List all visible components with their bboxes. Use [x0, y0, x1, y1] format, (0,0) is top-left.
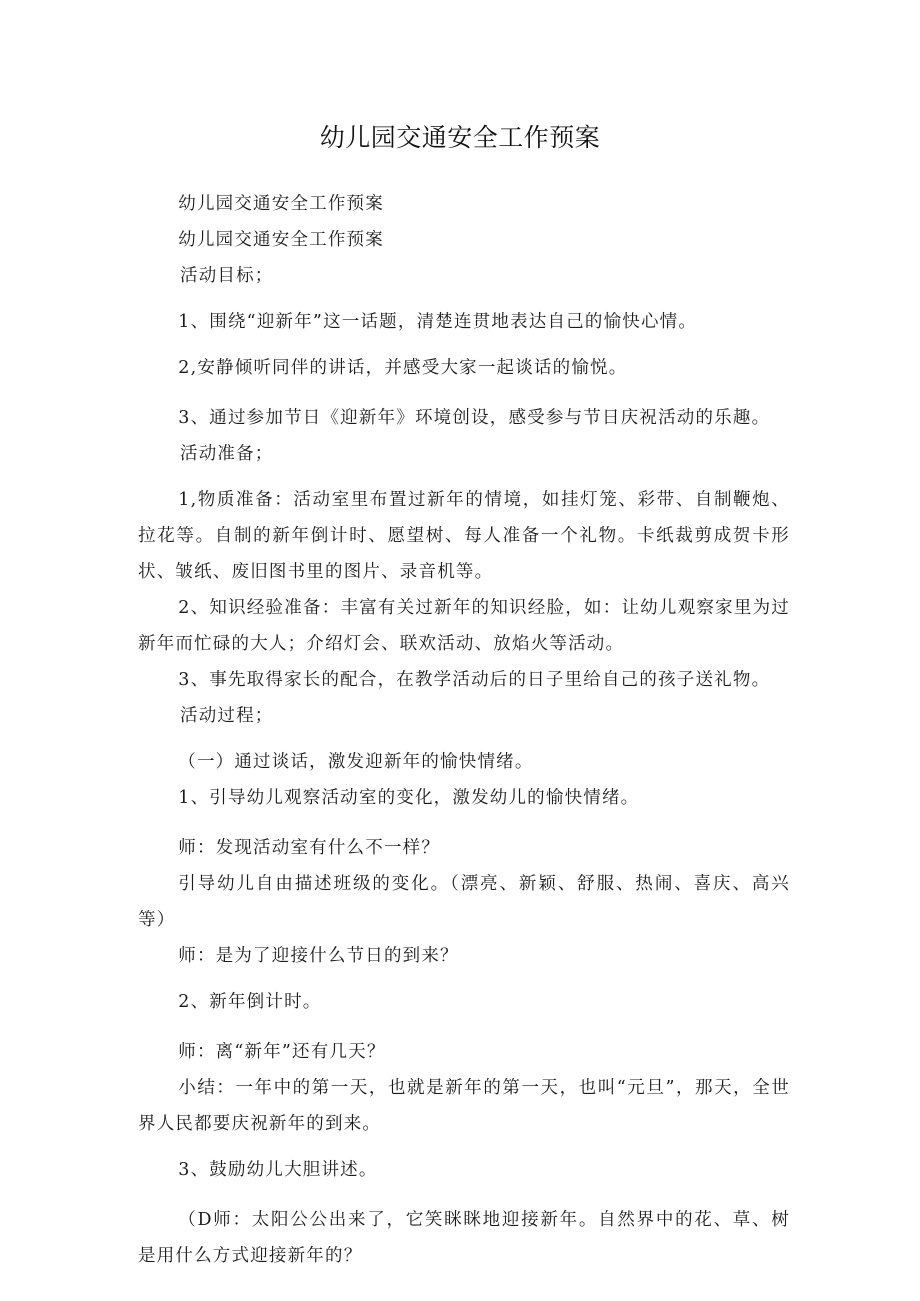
paragraph: 1、引导幼儿观察活动室的变化，激发幼儿的愉快情绪。	[178, 788, 640, 808]
paragraph: 1、围绕“迎新年”这一话题，清楚连贯地表达自己的愉快心情。	[178, 312, 698, 332]
paragraph: 2、新年倒计时。	[178, 992, 322, 1012]
paragraph: 3、通过参加节日《迎新年》环境创设，感受参与节日庆祝活动的乐趣。	[178, 408, 771, 428]
paragraph: 3、鼓励幼儿大胆讲述。	[178, 1160, 378, 1180]
paragraph: 师：是为了迎接什么节日的到来？	[178, 946, 459, 966]
paragraph: 幼儿园交通安全工作预案	[178, 230, 384, 250]
paragraph: 3、事先取得家长的配合，在教学活动后的日子里给自己的孩子送礼物。	[178, 670, 771, 690]
document-body	[138, 186, 790, 1274]
paragraph: 师：离“新年”还有几天？	[178, 1042, 386, 1062]
paragraph: 2、知识经验准备：丰富有关过新年的知识经脸，如：让幼儿观察家里为过新年而忙碌的大人；介绍灯会、联欢活动、放焰火等活动。	[138, 598, 790, 654]
paragraph: （一）通过谈话，激发迎新年的愉快情绪。	[178, 752, 534, 772]
document-title: 幼儿园交通安全工作预案	[319, 123, 601, 152]
paragraph: 引导幼儿自由描述班级的变化。（漂亮、新颖、舒服、热闹、喜庆、高兴等）	[138, 874, 790, 930]
paragraph: 师：发现活动室有什么不一样？	[178, 838, 441, 858]
section-heading: 活动过程；	[180, 706, 274, 726]
paragraph: 1,物质准备：活动室里布置过新年的情境，如挂灯笼、彩带、自制鞭炮、拉花等。自制的新年倒计时、愿望树、每人准备一个礼物。卡纸裁剪成贺卡形状、皱纸、废旧图书里的图片、录音机等。	[138, 490, 790, 582]
paragraph: 小结：一年中的第一天，也就是新年的第一天，也叫“元旦”，那天，全世界人民都要庆祝新年的到来。	[138, 1078, 790, 1134]
paragraph: （D师：太阳公公出来了，它笑眯眯地迎接新年。自然界中的花、草、树是用什么方式迎接新年的？	[138, 1210, 790, 1266]
paragraph: 幼儿园交通安全工作预案	[178, 194, 384, 214]
section-heading: 活动准备；	[180, 444, 274, 464]
section-heading: 活动目标；	[180, 266, 274, 286]
paragraph: 2,安静倾听同伴的讲话，并感受大家一起谈话的愉悦。	[178, 358, 628, 378]
